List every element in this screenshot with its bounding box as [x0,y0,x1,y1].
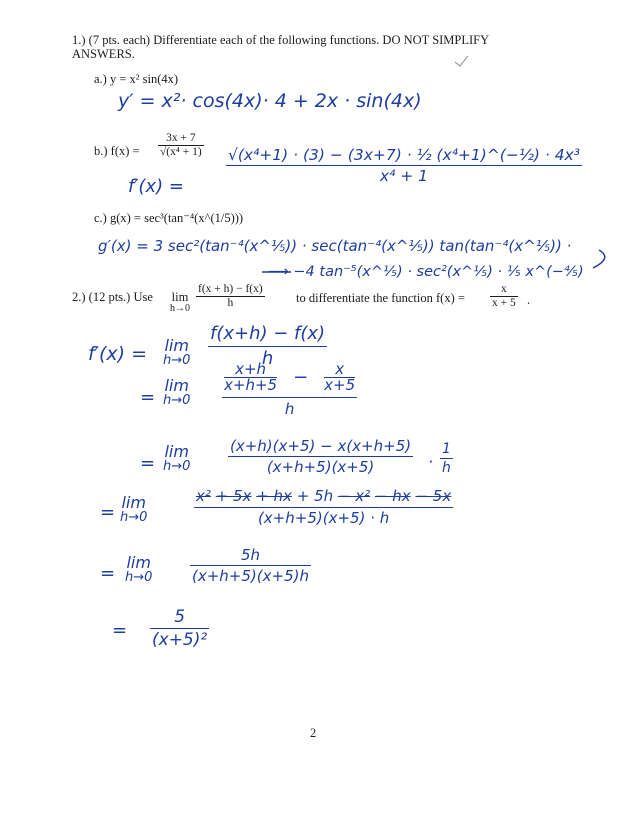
work-eq-2: = [140,387,156,408]
work-step5-fraction [190,545,311,586]
q1b-numerator: 3x + 7 [166,132,196,144]
step3-h: h [442,460,451,476]
step4-term: + 5x [215,487,252,505]
step2-a-numerator: x+h [235,360,267,378]
q2-difference-quotient [196,283,265,310]
q2-limit-sub: h→0 [170,303,190,314]
work-lhs: f′(x) = [88,343,148,365]
page-number: 2 [310,726,317,740]
step2-numerator [222,362,357,393]
work-eq-3: = [140,453,156,474]
step3-dot: · [428,452,434,471]
q1c-answer-line2: ⟶ −4 tan⁻⁵(x^⅕) · sec²(x^⅕) · ⅕ x^(−⅘) [268,264,584,280]
step3-numerator: (x+h)(x+5) − x(x+h+5) [230,437,412,455]
work-lim-2 [163,378,190,407]
step2-a-denominator: x+h+5 [224,376,278,394]
work-eq-5: = [100,563,116,584]
lim-sub: h→0 [120,510,148,525]
q1b-denominator: √(x⁴ + 1) [160,146,202,158]
q2-limit [170,290,190,314]
q1c-answer-line1: g′(x) = 3 sec²(tan⁻⁴(x^⅕)) · sec(tan⁻⁴(x^⅕)) tan(tan⁻⁴(x^⅕)) · [98,237,572,255]
q2-function-numerator: x [501,283,507,295]
q2-function-fraction [490,283,518,310]
work-lim-4 [120,495,147,524]
q1-header: 1.) (7 pts. each) Differentiate each of the following functions. DO NOT SIMPLIFY [72,33,490,47]
lim-word: lim [164,442,189,461]
step1-denominator: h [261,348,274,369]
q1a-answer: y′ = x²· cos(4x)· 4 + 2x · sin(4x) [118,90,422,112]
step4-term: + hx [256,487,292,505]
work-eq-4: = [100,502,116,523]
step5-numerator: 5h [240,546,261,564]
q1b-lhs: f′(x) = [128,176,184,197]
lim-sub: h→0 [125,570,153,585]
q2-function-denominator: x + 5 [492,297,516,309]
lim-word: lim [164,376,189,395]
q1b-label: b.) f(x) = [94,144,140,158]
q2-period: . [527,293,531,307]
lim-word: lim [121,493,146,512]
work-lim-3 [163,444,190,473]
work-lim-1 [163,338,190,367]
q1b-fraction [158,132,204,159]
q2-label: 2.) (12 pts.) Use [72,290,153,304]
q2-quotient-denominator: h [227,297,234,309]
lim-word: lim [164,336,189,355]
q1b-answer-denominator: x⁴ + 1 [379,167,429,185]
step5-denominator: (x+h+5)(x+5)h [192,567,309,585]
step2-fraction-a [224,362,277,393]
lim-word: lim [126,553,151,572]
step3-one: 1 [442,441,451,457]
step4-term: − 5x [415,487,452,505]
lim-sub: h→0 [163,459,191,474]
step4-term: − hx [374,487,411,505]
q1a-problem: a.) y = x² sin(4x) [94,72,179,86]
step2-minus: − [293,366,309,388]
work-eq-6: = [112,620,128,641]
step4-term: − x² [337,487,371,505]
step1-numerator: f(x+h) − f(x) [210,323,326,344]
step2-b-denominator: x+5 [324,376,356,394]
step2-denominator: h [284,400,295,418]
work-step3-fraction [228,436,413,477]
step4-term: + 5h [296,487,334,505]
q2-quotient-numerator: f(x + h) − f(x) [198,283,263,295]
step4-denominator: (x+h+5)(x+5) · h [257,509,390,527]
work-step4-fraction [194,486,453,529]
step4-numerator [194,486,453,507]
step3-denominator: (x+h+5)(x+5) [266,458,375,476]
work-lim-5 [125,555,152,584]
final-denominator: (x+5)² [152,630,208,650]
q2-instruction: to differentiate the function f(x) = [296,291,465,305]
q1b-answer-fraction [226,145,582,186]
step3-one-over-h [440,440,453,477]
q1c-problem: c.) g(x) = sec³(tan⁻⁴(x^(1/5))) [94,211,244,225]
work-step2-outer [222,362,357,417]
step2-b-numerator: x [335,360,345,378]
final-numerator: 5 [174,607,186,627]
step2-fraction-b [324,362,355,393]
lim-sub: h→0 [163,393,191,408]
check-mark [455,56,468,66]
q2-limit-word: lim [171,290,189,304]
q1-header-cont: ANSWERS. [72,47,135,61]
work-final-answer [150,606,209,651]
lim-sub: h→0 [163,353,191,368]
step4-term: x² [196,487,211,505]
q1b-answer-numerator: √(x⁴+1) · (3) − (3x+7) · ½ (x⁴+1)^(−½) · 4x³ [228,146,580,164]
